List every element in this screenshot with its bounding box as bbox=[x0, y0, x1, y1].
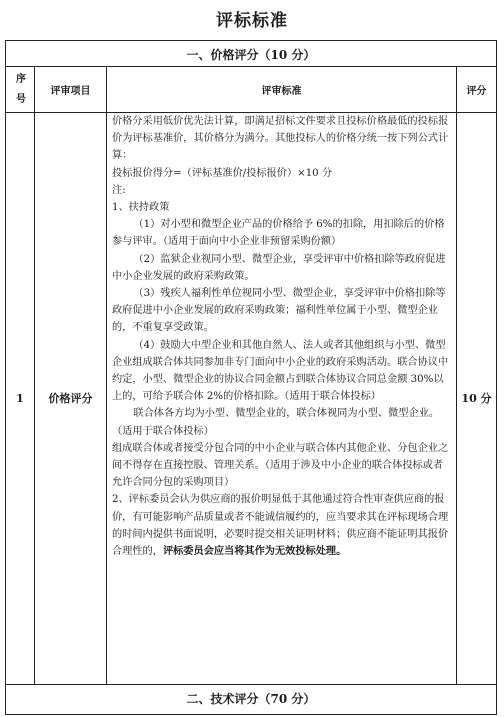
header-criteria: 评审标准 bbox=[261, 86, 302, 97]
column-divider bbox=[106, 66, 107, 684]
criteria-paragraph: （3）残疾人福利性单位视同小型、微型企业，享受评审中价格扣除等政府促进中小企业发展的政府采购政策；福利性单位属于小型、微型企业的，不重复享受政策。 bbox=[112, 288, 446, 334]
header-score: 评分 bbox=[466, 86, 487, 97]
criteria-paragraph: （4）鼓励大中型企业和其他自然人、法人或者其他组织与小型、微型企业组成联合体共同参加非专门面向中小企业的政府采购活动。联合协议中约定，小型、微型企业的协议合同金额占到联合体协议合同总金额 30%以上的，可给予联合体 2%的价格扣除。（适用于联合体投标） bbox=[112, 339, 449, 403]
document-title: 评标标准 bbox=[216, 11, 288, 31]
criteria-paragraph: （2）监狱企业视同小型、微型企业，享受评审中价格扣除等政府促进中小企业发展的政府采购政策。 bbox=[112, 253, 446, 282]
criteria-text-run: 2、评标委员会认为供应商的报价明显低于其他通过符合性审查供应商的报价，有可能影响产品质量或者不能诚信履约的，应当要求其在评标现场合理的时间内提供书面说明，必要时提交相关证明材料；供应商不能证明其报价合理性的， bbox=[112, 494, 449, 558]
section-heading-price: 一、价格评分（10 分） bbox=[186, 48, 316, 62]
criteria-paragraph bbox=[112, 491, 450, 560]
criteria-paragraph: （1）对小型和微型企业产品的价格给予 6%的扣除，用扣除后的价格参与评审。（适用于面向中小企业非预留采购份额） bbox=[112, 219, 445, 248]
row-score: 10 分 bbox=[461, 392, 492, 405]
criteria-text bbox=[112, 113, 450, 560]
criteria-bold-run: 评标委员会应当将其作为无效投标处理。 bbox=[162, 545, 347, 558]
criteria-paragraph: 联合体各方均为小型、微型企业的，联合体视同为小型、微型企业。（适用于联合体投标） bbox=[112, 408, 440, 437]
criteria-formula: 投标报价得分=（评标基准价/投标报价）×10 分 bbox=[112, 167, 333, 179]
table-divider bbox=[6, 684, 496, 685]
section-heading-technical: 二、技术评分（70 分） bbox=[186, 692, 316, 706]
criteria-note-label: 注: bbox=[112, 184, 126, 196]
row-item: 价格评分 bbox=[48, 392, 93, 405]
criteria-paragraph: 组成联合体或者接受分包合同的中小企业与联合体内其他企业、分包企业之间不得存在直接控股、管理关系。（适用于涉及中小企业的联合体投标或者允许合同分包的采购项目） bbox=[112, 442, 449, 489]
header-no: 序号 bbox=[16, 73, 26, 105]
criteria-subheading: 1、扶持政策 bbox=[112, 202, 170, 214]
header-item: 评审项目 bbox=[50, 86, 91, 97]
criteria-paragraph: 价格分采用低价优先法计算，即满足招标文件要求且投标价格最低的投标报价为评标基准价，其价格分为满分。其他投标人的价格分统一按下列公式计算： bbox=[112, 116, 449, 162]
row-number: 1 bbox=[16, 391, 24, 405]
